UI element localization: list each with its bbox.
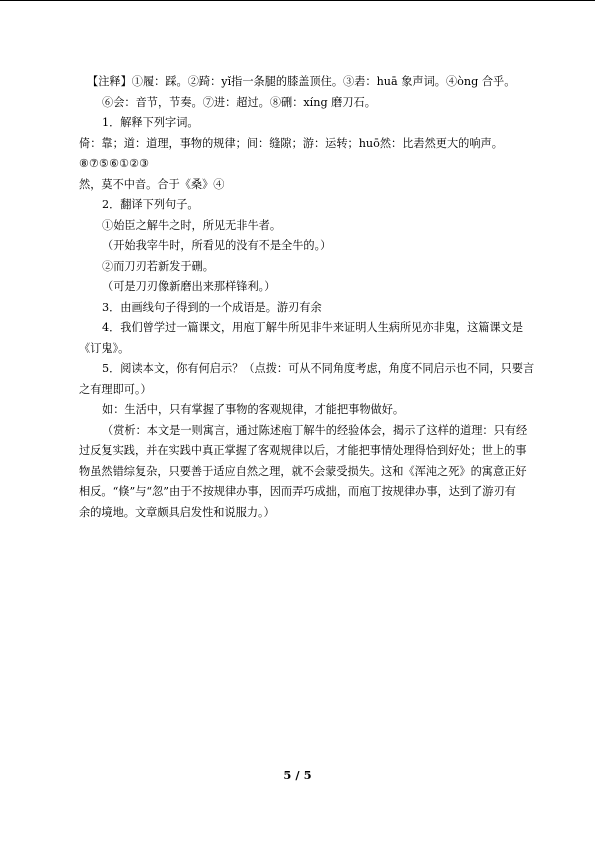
question-4-line-2: 《订鬼》。: [79, 341, 130, 355]
question-2-translation-2: （可是刀刃像新磨出来那样锋利。）: [102, 280, 276, 293]
question-2-sentence-1: ①始臣之解牛之时，所见无非牛者。: [102, 218, 282, 232]
answer-1-line-1: 倚：靠；道：道理，事物的规律；间：缝隙；游：运转；huō然：比砉然更大的响声。: [79, 136, 503, 150]
appreciation-line-1: （赏析：本文是一则寓言，通过陈述庖丁解牛的经验体会，揭示了这样的道理：只有经: [102, 423, 528, 437]
appreciation-line-5: 余的境地。文章颇具启发性和说服力。）: [79, 505, 275, 519]
question-2-translation-1: （开始我宰牛时，所看见的没有不是全牛的。）: [102, 239, 332, 252]
top-border-line: [0, 0, 595, 1]
answer-1-line-2: ⑧⑦⑤⑥①②③: [79, 157, 150, 170]
appreciation-line-4: 相反。“倏”与“忽”由于不按规律办事，因而弄巧成拙，而庖丁按规律办事，达到了游刃有: [79, 485, 516, 498]
appreciation-line-3: 物虽然错综复杂，只要善于适应自然之理，就不会蒙受损失。这和《浑沌之死》的寓意正好: [79, 464, 527, 478]
question-5-line-1: 5．阅读本文，你有何启示？（点拨：可从不同角度考虑，角度不同启示也不同，只要言: [102, 362, 535, 375]
document-body: [79, 72, 549, 523]
question-2-sentence-2: ②而刀刃若新发于硎。: [102, 259, 214, 273]
question-1-title: 1．解释下列字词。: [102, 116, 199, 129]
appreciation-line-2: 过反复实践，并在实践中真正掌握了客观规律以后，才能把事情处理得恰到好处；世上的事: [79, 444, 527, 457]
question-5-line-2: 之有理即可。）: [79, 382, 152, 396]
annotation-line-1: 【注释】①履：踩。②踦：yǐ指一条腿的膝盖顶住。③砉：huā 象声词。④òng 合乎。: [87, 75, 516, 88]
question-5-example: 如：生活中，只有掌握了事物的客观规律，才能把事物做好。: [102, 403, 405, 416]
annotation-line-2: ⑥会：音节，节奏。⑦进：超过。⑧硎：xíng 磨刀石。: [102, 95, 376, 109]
question-2-title: 2．翻译下列句子。: [102, 198, 199, 211]
page-number: 5 / 5: [283, 768, 312, 782]
question-4-line-1: 4．我们曾学过一篇课文，用庖丁解牛所见非牛来证明人生病所见亦非鬼，这篇课文是: [102, 321, 524, 334]
answer-1-line-3: 然，莫不中音。合于《桑》④: [79, 177, 225, 191]
question-3: 3．由画线句子得到的一个成语是。游刃有余: [102, 300, 322, 314]
